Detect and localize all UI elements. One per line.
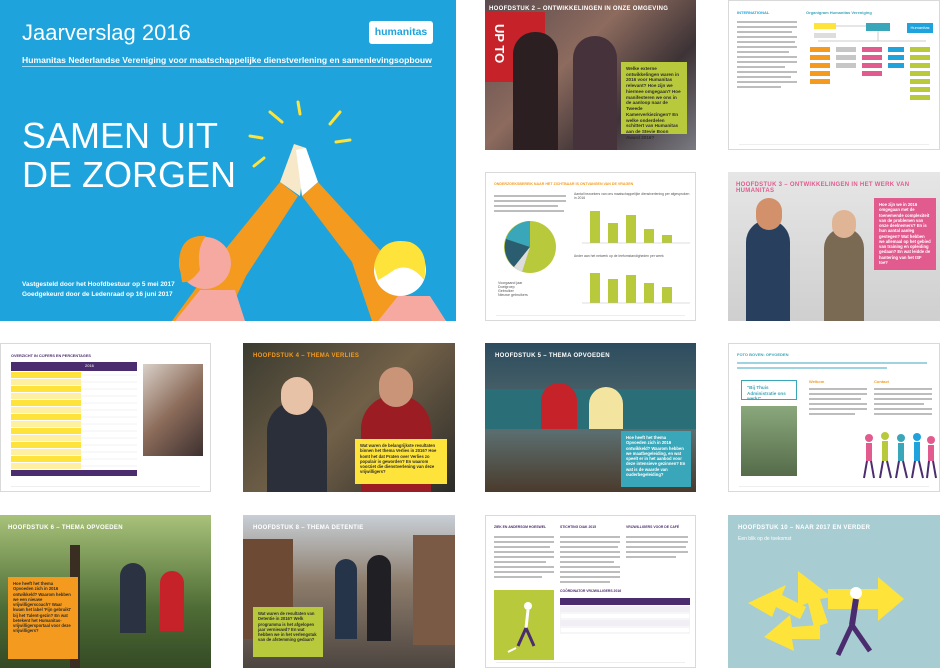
arrows-illustration <box>728 515 940 668</box>
child-yellow-shirt <box>589 387 623 429</box>
storefront-text: UP TO <box>492 24 507 64</box>
page-heading: FOTO BOVEN: OPVOEDEN <box>737 352 789 357</box>
person-man <box>746 220 790 321</box>
page-thumbnail-ch10[interactable] <box>728 515 940 668</box>
legend-item: Nieuwe gebruikers <box>498 293 528 297</box>
pie-chart <box>500 217 560 277</box>
man-head <box>756 198 782 230</box>
bar-chart-2 <box>582 263 690 307</box>
chapter-title: HOOFDSTUK 5 – THEMA OPVOEDEN <box>495 353 610 359</box>
woman-head <box>281 377 313 415</box>
report-subtitle: Humanitas Nederlandse Vereniging voor maatschappelijke dienstverlening en samenlevingsopbouw <box>22 55 432 65</box>
photo-women <box>143 364 203 456</box>
legend-item: Doelgroep <box>498 285 515 289</box>
quote-box: "Bij Thuis Administratie ons werk!" <box>741 380 797 400</box>
page-thumbnail-ch5[interactable] <box>485 343 696 492</box>
person-woman <box>824 228 864 321</box>
charts-heading: ONDERZOEKSBEREIK NAAR HET ZICHTBAAR IS ONTVANGEN VAN DE VRAGEN <box>494 182 634 186</box>
chapter-subtitle: Een blik op de toekomst <box>738 536 792 542</box>
organigram-node-humanitas: Humanitas <box>907 23 933 33</box>
page-thumbnail-ch4[interactable] <box>243 343 455 492</box>
chapter-title: HOOFDSTUK 6 – THEMA OPVOEDEN <box>8 525 123 531</box>
bar-chart-1 <box>582 201 690 247</box>
chapter-question-box: Wat waren de belangrijkste resultaten binnen het thema Verlies in 2016? Hoe komt het dat Praten over Verlies zo populair is geworden? En waarom voorziet die dienstverlening van deze vrijwilligers? <box>355 439 447 484</box>
chapter-title: HOOFDSTUK 4 – THEMA VERLIES <box>253 353 360 359</box>
chapter-title: HOOFDSTUK 8 – THEMA DETENTIE <box>253 525 364 531</box>
chapter-question-box: Welke externe ontwikkelingen waren in 2016 voor Humanitas relevant? Hoe zijn we hiermee omgegaan? Hoe manifesteren we ons in de aanloop naar de Tweede Kamerverkiezingen? En welke onderdelen schittert van Humanitas aan de Stevie Boon Award 2016? <box>621 62 687 134</box>
cover-tagline: SAMEN UIT DE ZORGEN <box>22 115 237 195</box>
walking-figures-illustration <box>861 428 937 484</box>
column-heading-b: STICHTING DIAK 2015 <box>560 525 596 529</box>
column-heading-c: VRIJWILLIGERS VOOR DE CAFÉ <box>626 525 680 529</box>
person-walking <box>367 555 391 641</box>
page-thumbnail-ch8[interactable] <box>243 515 455 668</box>
child-red-shirt <box>541 383 577 429</box>
woman-head <box>832 210 856 238</box>
approval-line-1: Vastgesteld door het Hoofdbestuur op 5 mei 2017 <box>22 281 175 288</box>
page-thumbnail-columns[interactable] <box>485 515 696 668</box>
data-table <box>11 372 137 482</box>
table-header-year: 2016 <box>85 363 94 368</box>
high-five-illustration <box>0 0 456 321</box>
canal-house-right <box>413 535 455 645</box>
bar-chart-1-title: Aantal bezoekers van ons maatschappelijke dienstverlening per afgesproken in 2016 <box>574 192 690 200</box>
column-label-a: Welkom <box>809 379 825 384</box>
man-head <box>379 367 413 407</box>
page-thumbnail-ch2[interactable] <box>485 0 696 150</box>
column-label-b: Contact <box>874 379 889 384</box>
box-heading: COÖRDINATOR VRIJWILLIGERS 2016 <box>560 589 622 593</box>
page-thumbnail-ch6[interactable] <box>0 515 211 668</box>
organigram-chart <box>806 21 936 111</box>
person-left <box>513 32 558 150</box>
person-right <box>573 36 617 150</box>
chapter-question-box: Hoe zijn we in 2016 omgegaan met de toenemende complexiteit van de problemen van onze deelnemers? En is hun aantal aanleg gestegen? Wat hebben we allemaal op het gebied van training en opleiding gedaan? En wat leidde de hantering van het ISF toe? <box>874 198 936 270</box>
person-walking <box>335 559 357 639</box>
chapter-question-box: Wat waren de resultaten van Detentie in 2016? Welk programma is het afgelopen jaar vernieuwd? En wat hebben we in het verlengstuk van de afstemming gedaan? <box>253 607 323 657</box>
humanitas-logo: humanitas <box>369 21 433 44</box>
pie-legend <box>498 281 528 297</box>
child-figure <box>120 563 146 633</box>
chapter-title: HOOFDSTUK 10 – NAAR 2017 EN VERDER <box>738 525 871 531</box>
table-header <box>11 362 137 371</box>
bar-chart-2-title: Ander aan het netwerk op de leefomstandigheden per week <box>574 254 664 258</box>
page-thumbnail-ch3[interactable] <box>728 172 940 321</box>
section-label: INTERNATIONAL <box>737 10 770 15</box>
chapter-question-box: Hoe heeft het thema Opvoeden zich in 2016 ontwikkeld? Waarom hebben we maatbegeleiding, en wat speelt er in het aanbod voor deze intensieve gezinnen? En wat is de waarde van ouderbegeleiding? <box>621 431 691 487</box>
organigram-title: Organigram Humanitas Vereniging <box>806 10 872 15</box>
page-thumbnail-charts[interactable] <box>485 172 696 321</box>
page-thumbnail-organigram[interactable] <box>728 0 940 150</box>
walking-person-icon <box>494 590 554 660</box>
page-thumbnail-table[interactable] <box>0 343 211 492</box>
cover-page[interactable] <box>0 0 456 321</box>
chapter-question-box: Hoe heeft het thema Opvoeden zich in 2016 ontwikkeld? Waarom hebben we een nieuwe vrijwilligerscoach? Waar kwam het label 'Fijn gebruikt' bij het Talent-gezin? En wat betekent het Humanitas-vrijwilligersportaal voor deze vrijwilligers? <box>8 577 78 659</box>
legend-item: Voorgaand jaar <box>498 281 523 285</box>
purple-table <box>560 598 690 638</box>
legend-item: Gebruiker <box>498 289 514 293</box>
photo-park <box>741 406 797 476</box>
report-title: Jaarverslag 2016 <box>22 20 191 45</box>
page-thumbnail-quote[interactable] <box>728 343 940 492</box>
chapter-title: HOOFDSTUK 2 – ONTWIKKELINGEN IN ONZE OMGEVING <box>489 6 669 12</box>
child-figure <box>160 571 184 631</box>
table-heading: OVERZICHT IN CIJFERS EN PERCENTAGES <box>11 354 91 358</box>
chapter-title: HOOFDSTUK 3 – ONTWIKKELINGEN IN HET WERK VAN HUMANITAS <box>736 182 910 194</box>
approval-line-2: Goedgekeurd door de Ledenraad op 16 juni 2017 <box>22 291 173 298</box>
column-heading-a: ZIEK EN ANDERSOM HOESWEL <box>494 525 547 529</box>
